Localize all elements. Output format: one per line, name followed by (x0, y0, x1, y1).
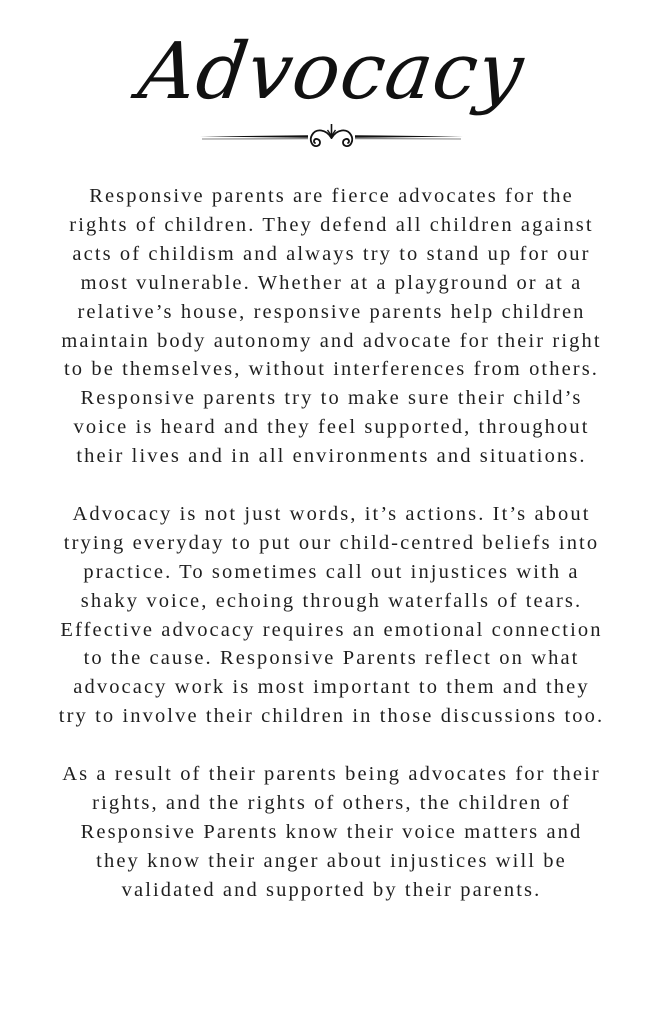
text-line: to the cause. Responsive Parents reflect on what (83, 647, 580, 670)
text-line: Advocacy is not just words, it’s actions. It’s about (72, 502, 591, 525)
text-line: try to involve their children in those discussions too. (58, 705, 605, 728)
text-line: trying everyday to put our child-centred beliefs into (63, 531, 600, 554)
text-line: rights of children. They defend all children against (69, 213, 594, 236)
body-text (14, 182, 649, 934)
text-line: relative’s house, responsive parents help children (77, 300, 586, 323)
text-line: their lives and in all environments and situations. (76, 445, 587, 468)
text-line: Responsive Parents know their voice matters and (80, 820, 583, 843)
text-line: shaky voice, echoing through waterfalls of tears. (80, 589, 583, 612)
text-line: rights, and the rights of others, the children of (92, 792, 571, 814)
text-line: to be themselves, without interferences from others. (63, 358, 599, 381)
text-line: acts of childism and always try to stand up for our (72, 242, 591, 265)
text-line: they know their anger about injustices will be (96, 849, 567, 872)
text-line: Responsive parents try to make sure their child’s (80, 387, 583, 410)
text-line: voice is heard and they feel supported, throughout (73, 416, 590, 439)
text-line: Responsive parents are fierce advocates for the (89, 185, 574, 207)
text-line: most vulnerable. Whether at a playground or at a (80, 271, 583, 294)
ornamental-divider-icon (200, 122, 463, 152)
page-title: Advocacy (133, 27, 530, 117)
paragraph-2 (14, 500, 649, 731)
text-line: Effective advocacy requires an emotional connection (60, 618, 603, 641)
text-line: As a result of their parents being advocates for their (62, 763, 601, 786)
text-line: maintain body autonomy and advocate for their right (61, 329, 602, 352)
paragraph-3 (14, 760, 649, 905)
paragraph-1 (14, 182, 649, 471)
text-line: practice. To sometimes call out injustices with a (83, 560, 580, 583)
text-line: validated and supported by their parents. (121, 878, 542, 901)
text-line: advocacy work is most important to them and they (73, 676, 590, 699)
